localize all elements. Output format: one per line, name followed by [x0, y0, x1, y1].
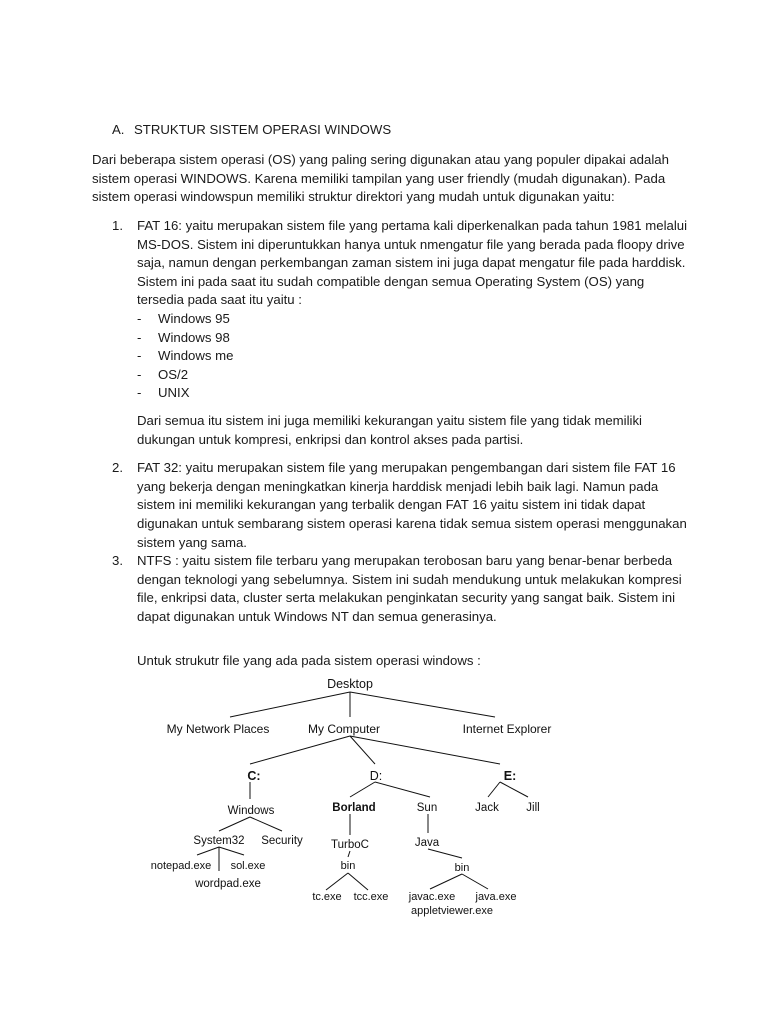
- list-item: [92, 552, 692, 626]
- tree-node-sun: Sun: [416, 802, 438, 814]
- tree-node-wordpad: wordpad.exe: [195, 878, 261, 890]
- tree-node-notepad: notepad.exe: [150, 860, 212, 872]
- os-list-item: - UNIX: [137, 385, 190, 401]
- section-number: A.: [112, 122, 125, 137]
- tree-node-jack: Jack: [475, 802, 499, 814]
- tree-node-jill: Jill: [526, 802, 540, 814]
- os-list-item: - OS/2: [137, 366, 189, 382]
- list-item-number: 3.: [112, 553, 123, 569]
- tree-node-windows: Windows: [227, 805, 275, 817]
- tree-node-java: Java: [414, 837, 440, 849]
- tree-node-c-drive: C:: [247, 769, 261, 783]
- list-item: [92, 217, 692, 449]
- directory-tree-diagram: [130, 668, 570, 928]
- tree-node-my-computer: My Computer: [307, 722, 381, 736]
- os-list-item: - Windows 98: [137, 329, 230, 345]
- tree-node-tc: tc.exe: [312, 891, 342, 903]
- tree-node-turboc: TurboC: [331, 839, 369, 851]
- tree-node-sol: sol.exe: [230, 860, 266, 872]
- list-item-number: 2.: [112, 460, 123, 476]
- section-heading: [112, 121, 391, 140]
- tree-node-internet-explorer: Internet Explorer: [462, 722, 552, 736]
- tree-node-javac: javac.exe: [408, 891, 456, 903]
- structure-intro: Untuk strukutr file yang ada pada sistem operasi windows :: [137, 653, 481, 668]
- list-item-text: FAT 16: yaitu merupakan sistem file yang pertama kali diperkenalkan pada tahun 1981 melalui MS-DOS. Sistem ini diperuntukkan hanya untuk nmengatur file yang berada pada floopy drive saja, namun dengan perkembangan zaman sistem ini juga dapat mengatur file pada harddisk. Sistem ini pada saat itu sudah compatible dengan semua Operating System (OS) yang tersedia pada saat itu yaitu :: [137, 218, 688, 308]
- tree-node-system32: System32: [193, 835, 245, 847]
- tree-node-java-exe: java.exe: [475, 891, 517, 903]
- tree-node-bin-borland: bin: [340, 860, 356, 872]
- list-item-note: Dari semua itu sistem ini juga memiliki kekurangan yaitu sistem file yang tidak memiliki dukungan untuk kompresi, enkripsi dan kontrol akses pada partisi.: [137, 412, 642, 447]
- tree-node-bin-java: bin: [454, 862, 470, 874]
- tree-node-desktop: Desktop: [327, 677, 373, 691]
- tree-node-security: Security: [261, 835, 303, 847]
- section-title: STRUKTUR SISTEM OPERASI WINDOWS: [134, 122, 392, 137]
- tree-node-borland: Borland: [332, 802, 376, 814]
- tree-node-tcc: tcc.exe: [353, 891, 389, 903]
- filesystem-list: [92, 217, 692, 626]
- tree-node-appletviewer: appletviewer.exe: [411, 905, 493, 917]
- os-list-item: - Windows 95: [137, 310, 230, 326]
- list-item-number: 1.: [112, 218, 123, 233]
- tree-node-d-drive: D:: [369, 769, 383, 783]
- os-list: [137, 310, 692, 403]
- intro-paragraph: Dari beberapa sistem operasi (OS) yang paling sering digunakan atau yang populer dipakai adalah sistem operasi WINDOWS. Karena memiliki tampilan yang user friendly (mudah digunakan). Pada sistem operasi windowspun memiliki struktur direktori yang mudah untuk digunakan yaitu:: [92, 152, 669, 205]
- tree-node-my-network-places: My Network Places: [166, 722, 270, 736]
- list-item-text: NTFS : yaitu sistem file terbaru yang merupakan terobosan baru yang benar-benar berbeda dengan teknologi yang sebelumnya. Sistem ini sudah mendukung untuk melakukan kompresi file, enkripsi data, cluster serta melakukan penginkatan security yang sangat baik. Sistem ini dapat digunakan untuk Windows NT dan semua generasinya.: [137, 553, 682, 624]
- list-item: [92, 459, 692, 552]
- os-list-item: - Windows me: [137, 348, 234, 364]
- list-item-text: FAT 32: yaitu merupakan sistem file yang merupakan pengembangan dari sistem file FAT 16 yang bekerja dengan meningkatkan kinerja harddisk menjadi lebih baik lagi. Namun pada sistem ini memiliki kekurangan yang terbalik dengan FAT 16 yaitu sistem ini tidak dapat digunakan untuk sembarang sistem operasi karena tidak semua sistem operasi menggunakan sistem yang sama.: [137, 460, 687, 550]
- tree-node-e-drive: E:: [503, 769, 517, 783]
